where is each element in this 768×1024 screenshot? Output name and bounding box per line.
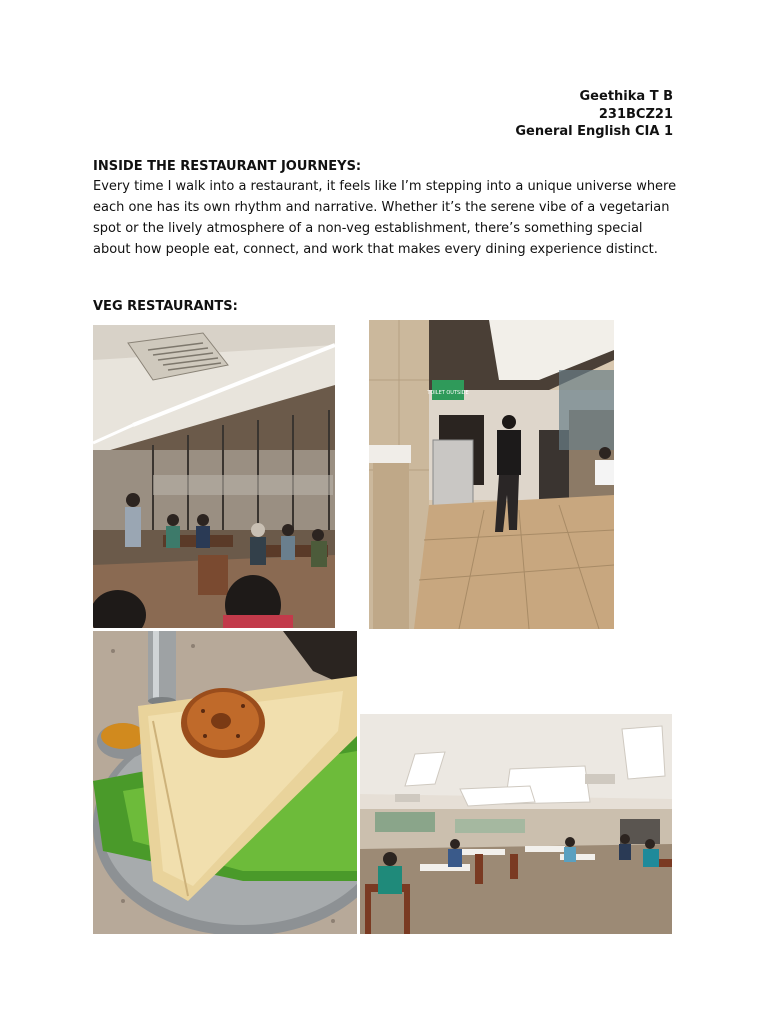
course-name: General English CIA 1 <box>515 124 673 139</box>
toilet-sign-text: TOILET OUTSIDE <box>427 390 469 396</box>
intro-heading: INSIDE THE RESTAURANT JOURNEYS: <box>93 159 362 174</box>
veg-restaurants-heading: VEG RESTAURANTS: <box>93 299 238 314</box>
student-header <box>515 88 673 141</box>
student-name: Geethika T B <box>579 89 673 104</box>
dining-hall-ceiling-ac-photo <box>93 325 335 628</box>
student-roll-number: 231BCZ21 <box>598 106 673 122</box>
restaurant-corridor-waiter-photo <box>369 320 614 629</box>
dosa-vada-plate-photo <box>93 631 357 934</box>
intro-paragraph: Every time I walk into a restaurant, it feels like I’m stepping into a unique universe where each one has its own rhythm and narrative. Whether it’s the serene vibe of a vegetarian spot or the lively atmosphere of a non-veg establishment, there’s something special about how people eat, connect, and work that makes every dining experience distinct. <box>93 179 677 257</box>
wide-dining-hall-photo <box>360 714 672 934</box>
